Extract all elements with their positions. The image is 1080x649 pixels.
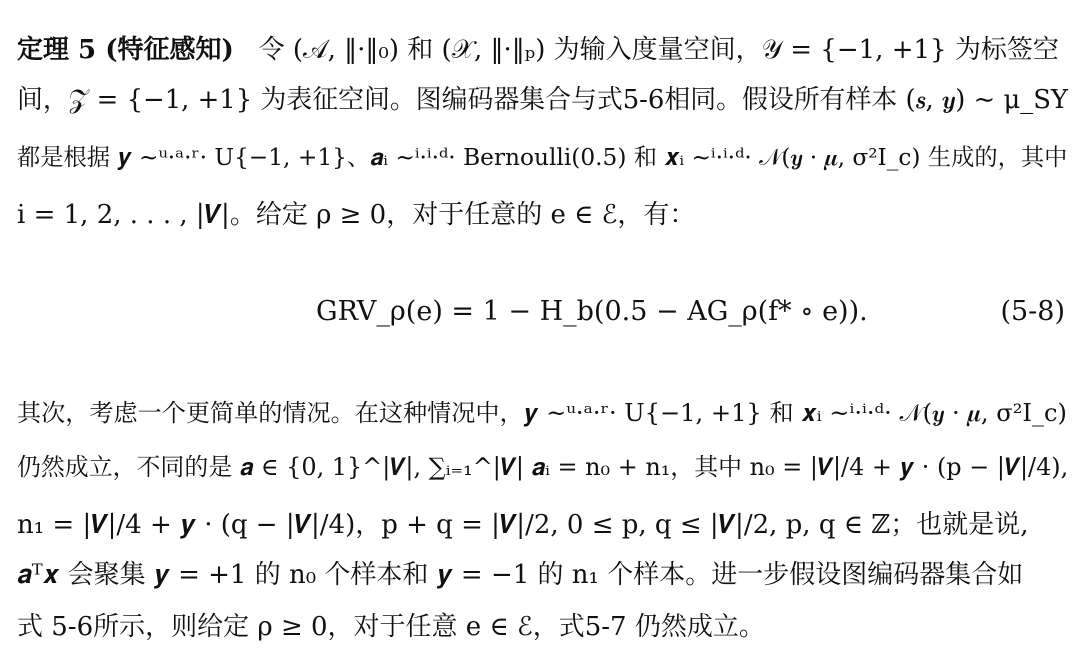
equation-body: GRV_ρ(e) = 1 − H_b(0.5 − AG_ρ(f* ∘ e)). bbox=[316, 296, 868, 327]
theorem-line-2: 间，𝒵 = {−1, +1} 为表征空间。图编码器集合与式5-6相同。假设所有样本 (𝒔, 𝒚) ∼ μ_SY bbox=[17, 85, 1069, 115]
paragraph-line-3: n₁ = |𝑽|/4 + 𝒚 · (q − |𝑽|/4)，p + q = |𝑽|/2, 0 ≤ p, q ≤ |𝑽|/2, p, q ∈ ℤ；也就是说, bbox=[17, 510, 1029, 540]
paragraph-line-1: 其次，考虑一个更简单的情况。在这种情况中，𝒚 ~ᵘ·ᵃ·ʳ· U{−1, +1} 和 𝒙ᵢ ~ⁱ·ⁱ·ᵈ· 𝒩(𝒚 · 𝝁, σ²I_c) bbox=[17, 399, 1067, 427]
paragraph-line-5: 式 5-6所示，则给定 ρ ≥ 0，对于任意 e ∈ ℰ，式5-7 仍然成立。 bbox=[17, 612, 765, 642]
equation-row bbox=[0, 296, 1080, 332]
paragraph-line-4: 𝒂ᵀ𝒙 会聚集 𝒚 = +1 的 n₀ 个样本和 𝒚 = −1 的 n₁ 个样本。进一步假设图编码器集合如 bbox=[17, 560, 1024, 590]
theorem-line-1 bbox=[17, 35, 1059, 65]
theorem-line-3: 都是根据 𝒚 ~ᵘ·ᵃ·ʳ· U{−1, +1}、𝒂ᵢ ~ⁱ·ⁱ·ᵈ· Bernoulli(0.5) 和 𝒙ᵢ ~ⁱ·ⁱ·ᵈ· 𝒩(𝒚 · 𝝁, σ²I_c) 生成的，其中 bbox=[17, 144, 1068, 171]
equation-number: (5-8) bbox=[1000, 296, 1065, 327]
theorem-line-4: i = 1, 2, . . . , |𝑽|。给定 ρ ≥ 0，对于任意的 e ∈ ℰ，有： bbox=[17, 200, 696, 230]
paragraph-line-2: 仍然成立，不同的是 𝒂 ∈ {0, 1}^|𝑽|, ∑ᵢ₌₁^|𝑽| 𝒂ᵢ = n₀ + n₁，其中 n₀ = |𝑽|/4 + 𝒚 · (p − |𝑽|/4), bbox=[17, 453, 1069, 481]
theorem-title: 定理 5 (特征感知) bbox=[17, 35, 234, 65]
theorem-text-1: 令 (𝒜, ‖·‖₀) 和 (𝒳, ‖·‖ₚ) 为输入度量空间，𝒴 = {−1, +1} 为标签空 bbox=[258, 35, 1059, 65]
